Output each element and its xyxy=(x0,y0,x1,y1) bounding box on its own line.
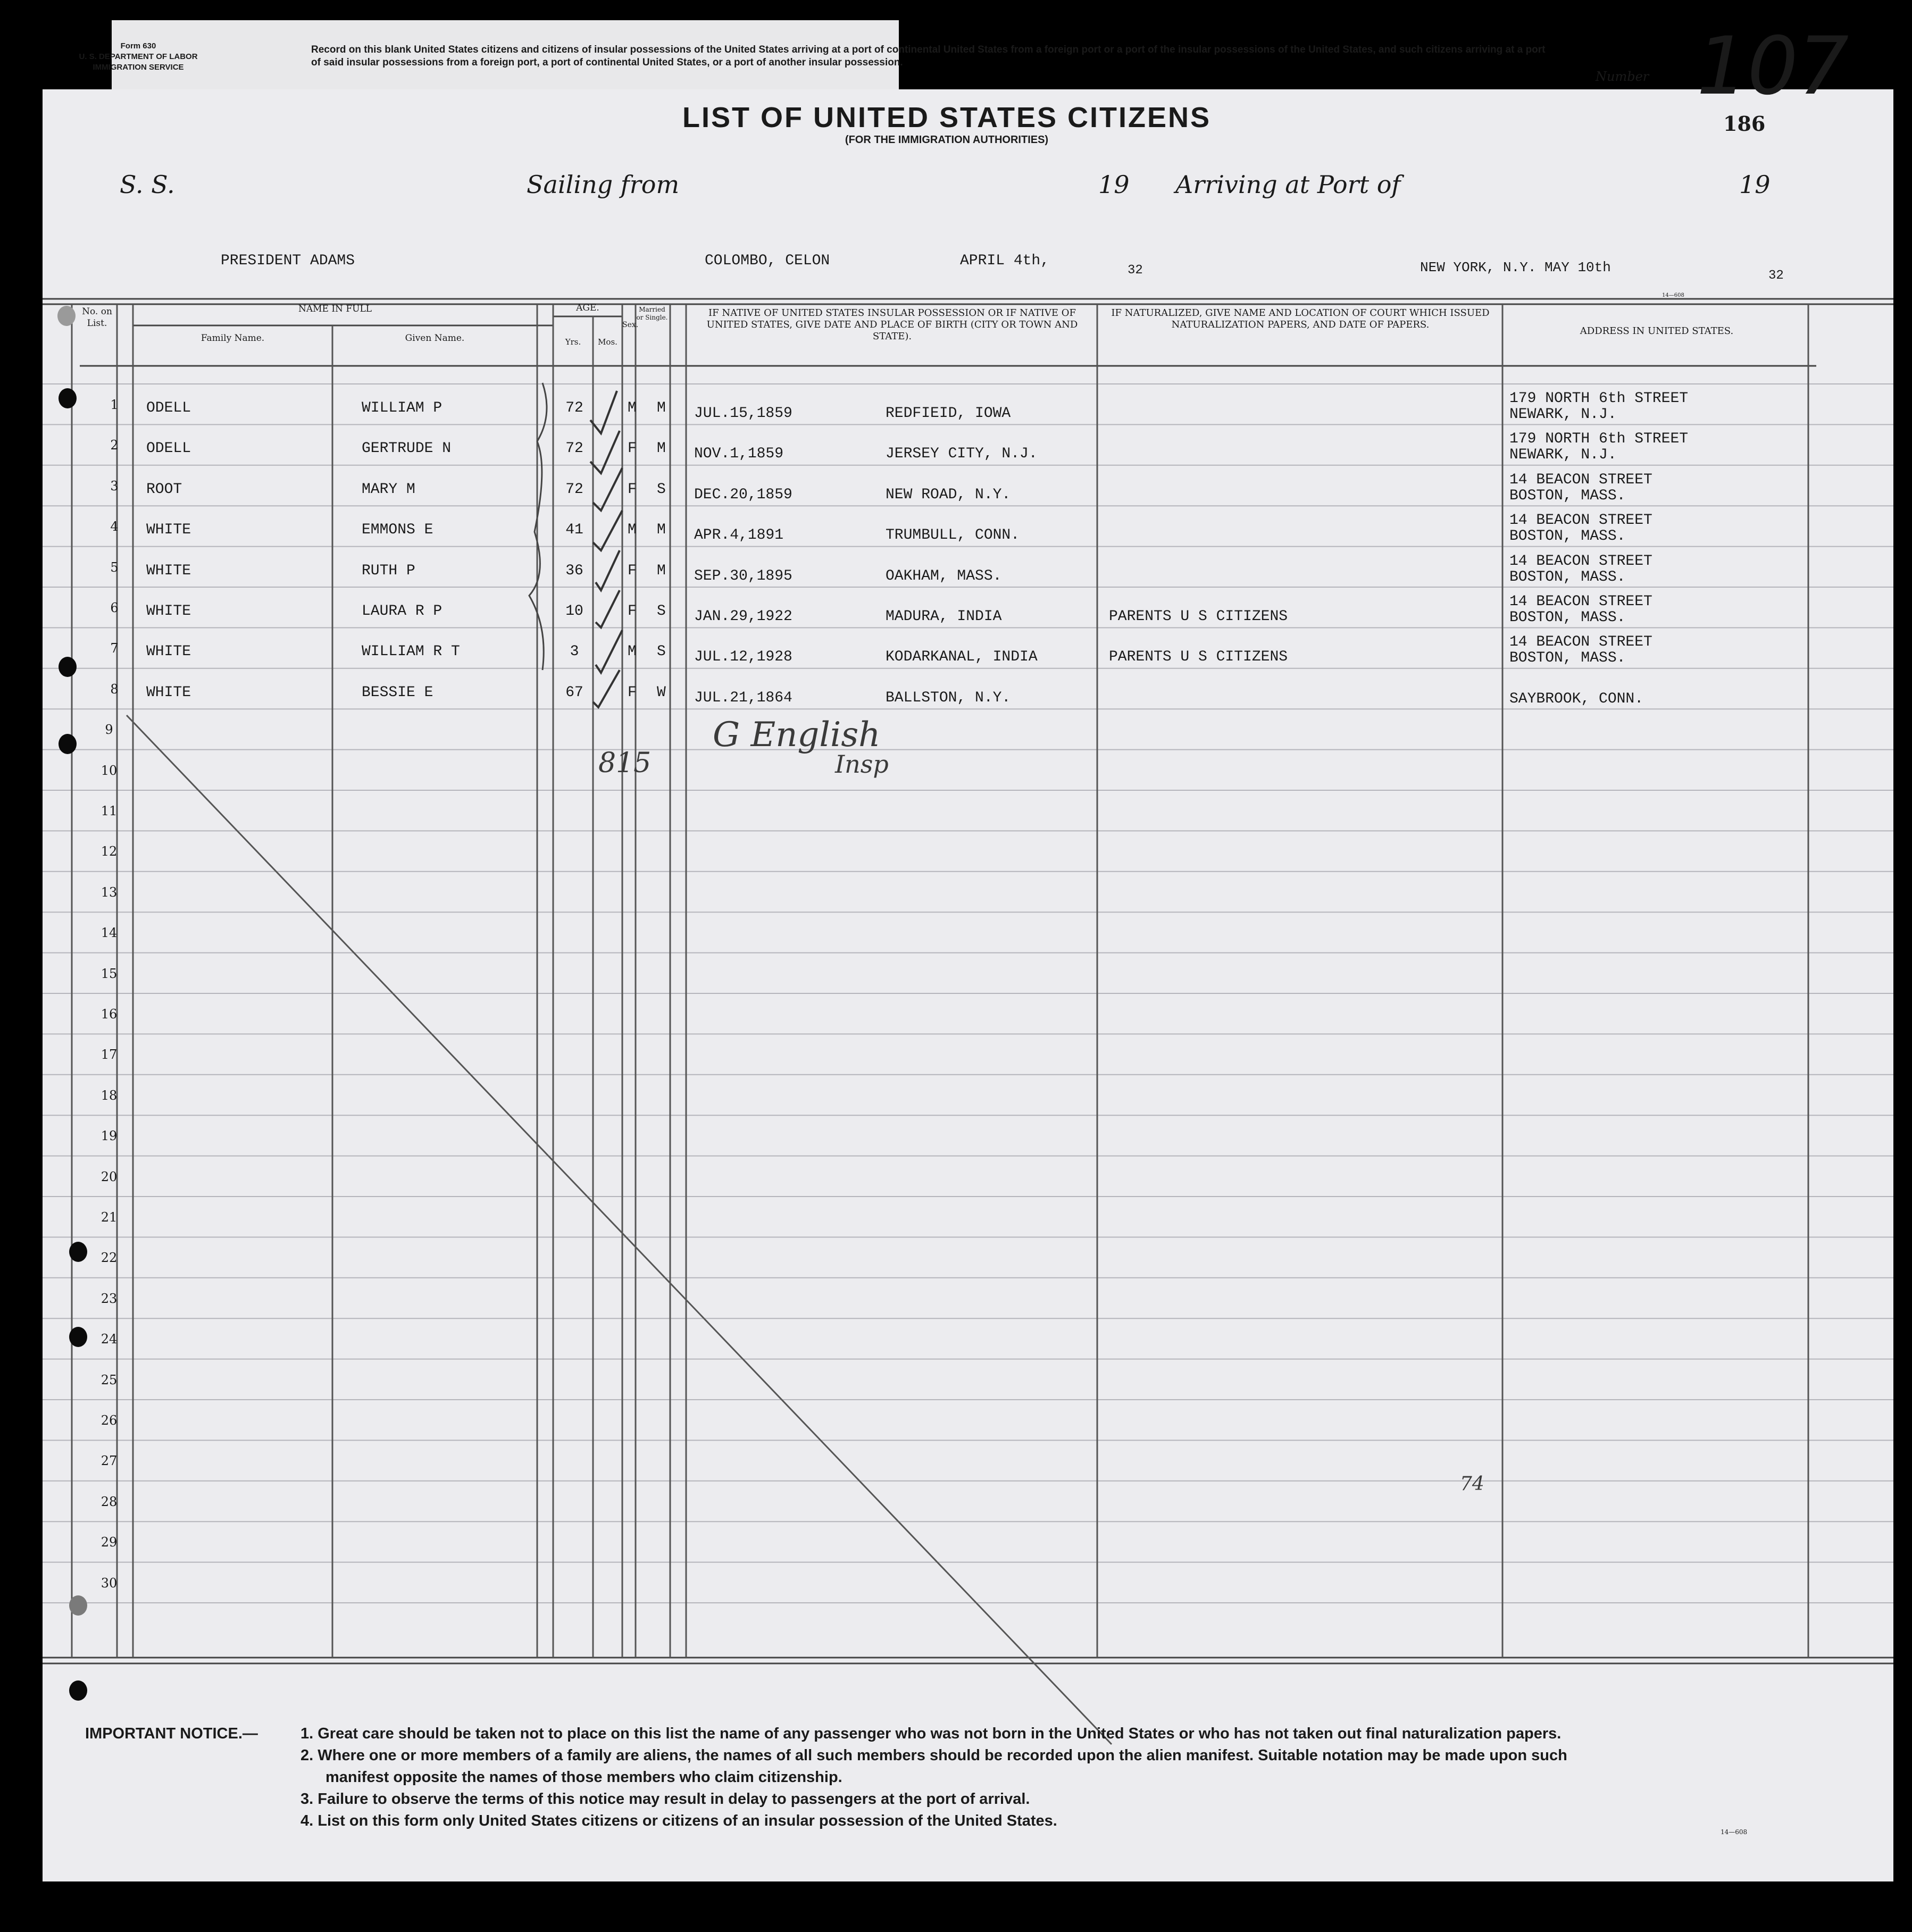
rownum-cell: 6 xyxy=(110,600,119,615)
address-line-1: 14 BEACON STREET xyxy=(1509,553,1652,570)
age-years: 41 xyxy=(565,522,583,539)
birth-place: KODARKANAL, INDIA xyxy=(886,649,1038,666)
rownum-cell: 2 xyxy=(110,438,119,453)
row-number: 26 xyxy=(101,1413,118,1428)
marital-status: S xyxy=(657,481,666,498)
row-number: 13 xyxy=(101,884,118,900)
row-number: 21 xyxy=(101,1210,118,1225)
col-naturalized: IF NATURALIZED, GIVE NAME AND LOCATION OF COURT WHICH ISSUED NATURALIZATION PAPERS, AND DATE OF PAPERS. xyxy=(1111,307,1490,330)
row-number: 22 xyxy=(101,1250,118,1266)
age-years: 36 xyxy=(565,562,583,579)
year-prefix-1: 19 xyxy=(1098,170,1130,199)
age-years: 10 xyxy=(565,603,583,620)
row-number: 25 xyxy=(101,1372,118,1387)
notice-2a: 2. Where one or more members of a family are aliens, the names of all such members should be recorded upon the alien manifest. Suitable notation may be made upon such xyxy=(300,1747,1567,1764)
check-marks xyxy=(590,391,622,707)
row-number: 9 xyxy=(105,722,113,738)
birth-place: OAKHAM, MASS. xyxy=(886,567,1002,584)
col-family: Family Name. xyxy=(201,333,265,344)
number-label: Number xyxy=(1596,69,1649,84)
address-line-2: BOSTON, MASS. xyxy=(1509,528,1626,545)
arriving-year: 32 xyxy=(1768,269,1784,283)
birth-place: MADURA, INDIA xyxy=(886,608,1002,625)
age-years: 67 xyxy=(565,684,583,701)
naturalization: PARENTS U S CITIZENS xyxy=(1109,649,1288,666)
col-age: AGE. xyxy=(576,303,599,313)
family-name: WHITE xyxy=(146,643,191,660)
rownum-cell: 5 xyxy=(110,559,119,575)
birth-date: JUL.12,1928 xyxy=(694,649,792,666)
age-years: 72 xyxy=(565,440,583,457)
sex: M xyxy=(628,643,637,660)
address-line-1: 14 BEACON STREET xyxy=(1509,512,1652,529)
age-years: 72 xyxy=(565,400,583,416)
address-line-1: 14 BEACON STREET xyxy=(1509,634,1652,651)
given-name: BESSIE E xyxy=(362,684,433,701)
col-birth: IF NATIVE OF UNITED STATES INSULAR POSSESSION OR IF NATIVE OF UNITED STATES, GIVE DATE AND PLACE OF BIRTH (CITY OR TOWN AND STATE). xyxy=(706,307,1078,342)
binder-hole xyxy=(69,1242,87,1262)
given-name: RUTH P xyxy=(362,562,415,579)
address-line-2: BOSTON, MASS. xyxy=(1509,650,1626,667)
family-name: WHITE xyxy=(146,562,191,579)
col-given: Given Name. xyxy=(405,333,465,344)
marital-status: M xyxy=(657,522,666,539)
inspector-signature: G English xyxy=(713,715,881,755)
binder-hole xyxy=(69,1680,87,1701)
form-instructions: Record on this blank United States citizens and citizens of insular possessions of the United States arriving at a port of continental United States from a foreign port or a port of the insular possessions of the United States, and such citizens arriving at a port of said insular possessions from a foreign port, a port of continental United States, or a port of another insular possession. xyxy=(311,44,1546,68)
col-name-in-full: NAME IN FULL xyxy=(298,304,372,314)
notice-4: 4. List on this form only United States citizens or citizens of an insular possession of the United States. xyxy=(300,1812,1057,1829)
number-value: 107 xyxy=(1697,20,1849,113)
marital-status: M xyxy=(657,440,666,457)
row-number: 16 xyxy=(101,1007,118,1022)
address-line-2: BOSTON, MASS. xyxy=(1509,568,1626,586)
notice-1: 1. Great care should be taken not to place on this list the name of any passenger who was not born in the United States or who has not taken out final naturalization papers. xyxy=(300,1725,1562,1742)
birth-place: JERSEY CITY, N.J. xyxy=(886,446,1038,463)
binder-hole xyxy=(59,734,77,754)
birth-date: JUL.21,1864 xyxy=(694,689,792,706)
family-name: WHITE xyxy=(146,603,191,620)
row-number: 20 xyxy=(101,1169,118,1184)
sex: F xyxy=(628,603,637,620)
sex: M xyxy=(628,400,637,416)
bottom-note: 74 xyxy=(1460,1473,1484,1495)
page-number: 186 xyxy=(1723,112,1766,136)
given-name: GERTRUDE N xyxy=(362,440,452,457)
notice-code: 14—608 xyxy=(1721,1828,1748,1836)
rownum-cell: 7 xyxy=(110,641,119,656)
col-sex: Sex. xyxy=(622,321,639,329)
print-code: 14—608 xyxy=(1662,292,1684,298)
row-number: 11 xyxy=(101,804,118,818)
address-line-1: 14 BEACON STREET xyxy=(1509,471,1652,488)
row-number: 18 xyxy=(101,1088,118,1103)
marital-status: S xyxy=(657,643,666,660)
row-number: 14 xyxy=(101,925,118,941)
address-line-2: BOSTON, MASS. xyxy=(1509,609,1626,626)
birth-date: APR.4,1891 xyxy=(694,527,784,544)
notice-2b: manifest opposite the names of those members who claim citizenship. xyxy=(325,1769,842,1786)
row-number: 15 xyxy=(101,966,118,981)
address-line-2: NEWARK, N.J. xyxy=(1509,406,1617,423)
marital-status: S xyxy=(657,603,666,620)
sailing-year: 32 xyxy=(1128,263,1143,278)
col-married: Married or Single. xyxy=(636,306,668,321)
rownum-cell: 1 xyxy=(110,397,119,412)
rownum-cell: 8 xyxy=(110,681,119,697)
row-number: 10 xyxy=(101,763,118,778)
address-line-1: 179 NORTH 6th STREET xyxy=(1509,431,1689,448)
birth-place: TRUMBULL, CONN. xyxy=(886,527,1020,544)
row-number: 28 xyxy=(101,1494,118,1509)
family-name: WHITE xyxy=(146,522,191,539)
rownum-cell: 3 xyxy=(110,478,119,494)
row-number: 30 xyxy=(101,1575,118,1591)
sailing-label: Sailing from xyxy=(527,170,680,199)
birth-place: BALLSTON, N.Y. xyxy=(886,689,1011,706)
row-number: 24 xyxy=(101,1332,118,1347)
arriving-port: NEW YORK, N.Y. MAY 10th xyxy=(1420,260,1611,275)
notice-heading: IMPORTANT NOTICE.— xyxy=(85,1725,258,1742)
form-issuer xyxy=(59,41,218,73)
row-number: 17 xyxy=(101,1047,118,1063)
arriving-label: Arriving at Port of xyxy=(1175,170,1401,199)
given-name: WILLIAM R T xyxy=(362,643,460,660)
page-subtitle: (FOR THE IMMIGRATION AUTHORITIES) xyxy=(845,134,1049,146)
birth-date: DEC.20,1859 xyxy=(694,486,792,503)
notice-3: 3. Failure to observe the terms of this notice may result in delay to passengers at the port of arrival. xyxy=(300,1791,1030,1808)
family-name: WHITE xyxy=(146,684,191,701)
birth-date: JUL.15,1859 xyxy=(694,405,792,422)
naturalization: PARENTS U S CITIZENS xyxy=(1109,608,1288,625)
given-name: WILLIAM P xyxy=(362,400,442,416)
binder-hole xyxy=(69,1595,87,1616)
page-title: LIST OF UNITED STATES CITIZENS xyxy=(682,102,1211,133)
address-line-1: SAYBROOK, CONN. xyxy=(1509,690,1644,707)
row-number: 29 xyxy=(101,1535,118,1550)
address-line-1: 14 BEACON STREET xyxy=(1509,593,1652,610)
marital-status: M xyxy=(657,400,666,416)
inspector-title: Insp xyxy=(835,750,889,779)
col-yrs: Yrs. xyxy=(565,337,581,347)
marital-status: M xyxy=(657,562,666,579)
family-name: ODELL xyxy=(146,400,191,416)
ship-prefix: S. S. xyxy=(120,170,175,199)
service: IMMIGRATION SERVICE xyxy=(93,63,184,72)
birth-date: JAN.29,1922 xyxy=(694,608,792,625)
rownum-cell: 4 xyxy=(110,519,119,534)
sex: F xyxy=(628,481,637,498)
birth-date: NOV.1,1859 xyxy=(694,446,784,463)
binder-hole xyxy=(59,657,77,677)
sailing-from: COLOMBO, CELON xyxy=(705,253,830,269)
birth-place: REDFIEID, IOWA xyxy=(886,405,1011,422)
row-number: 12 xyxy=(101,844,118,859)
sex: F xyxy=(628,440,637,457)
address-line-1: 179 NORTH 6th STREET xyxy=(1509,390,1689,407)
age-years: 72 xyxy=(565,481,583,498)
marital-status: W xyxy=(657,684,666,701)
sailing-date: APRIL 4th, xyxy=(960,253,1050,269)
cancel-line xyxy=(127,715,1112,1744)
sex: F xyxy=(628,562,637,579)
row-number: 27 xyxy=(101,1453,118,1469)
row-number: 19 xyxy=(101,1128,118,1144)
ship-name: PRESIDENT ADAMS xyxy=(221,253,355,269)
given-name: LAURA R P xyxy=(362,603,442,620)
sex: F xyxy=(628,684,637,701)
age-years: 3 xyxy=(570,643,579,660)
address-line-2: NEWARK, N.J. xyxy=(1509,447,1617,464)
address-line-2: BOSTON, MASS. xyxy=(1509,487,1626,504)
department: U. S. DEPARTMENT OF LABOR xyxy=(79,52,198,61)
sex: M xyxy=(628,522,637,539)
given-name: EMMONS E xyxy=(362,522,433,539)
col-mos: Mos. xyxy=(598,337,617,347)
col-no: No. on List. xyxy=(82,306,112,329)
birth-date: SEP.30,1895 xyxy=(694,567,792,584)
family-name: ODELL xyxy=(146,440,191,457)
form-number: Form 630 xyxy=(120,41,156,51)
row-number: 23 xyxy=(101,1291,118,1306)
binder-hole xyxy=(57,306,76,326)
col-address: ADDRESS IN UNITED STATES. xyxy=(1580,325,1734,337)
margin-note: 815 xyxy=(598,747,652,779)
family-name: ROOT xyxy=(146,481,182,498)
given-name: MARY M xyxy=(362,481,415,498)
binder-hole xyxy=(59,388,77,408)
binder-hole xyxy=(69,1327,87,1347)
year-prefix-2: 19 xyxy=(1739,170,1771,199)
birth-place: NEW ROAD, N.Y. xyxy=(886,486,1011,503)
